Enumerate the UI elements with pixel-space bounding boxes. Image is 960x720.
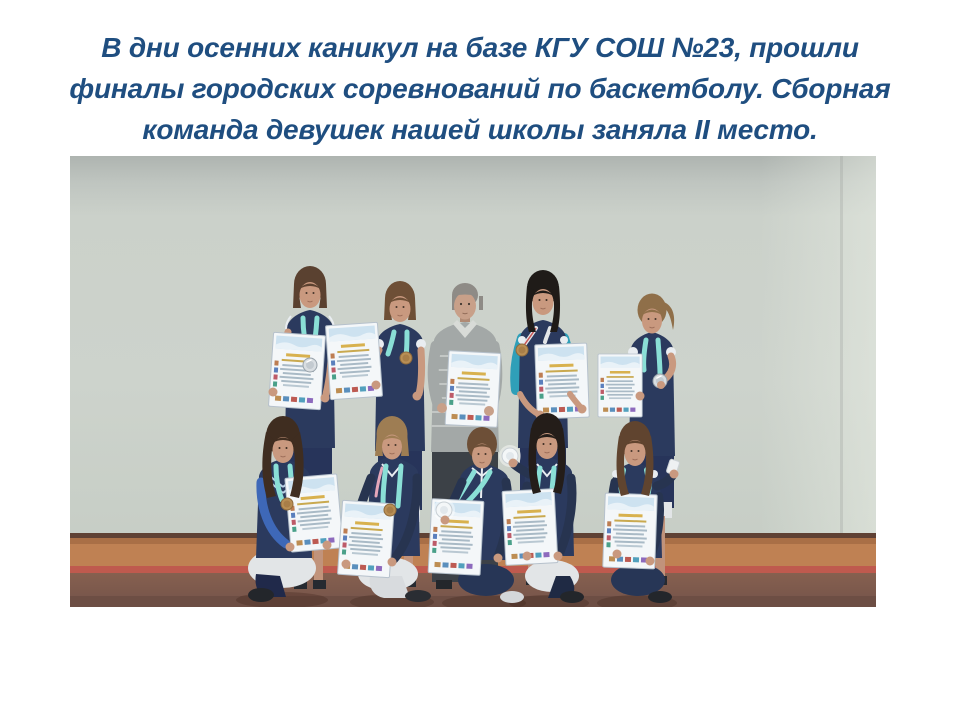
certificate-icon (598, 354, 642, 417)
slide-title (0, 27, 960, 150)
team-photo (70, 156, 876, 607)
bronze-medal-icon (281, 498, 293, 510)
bronze-medal-icon (400, 352, 412, 364)
team-photo-graphic (70, 156, 876, 607)
bronze-medal-icon (384, 504, 396, 516)
certificate-icon (445, 351, 501, 428)
certificate-icon (268, 332, 325, 409)
title-line-2: финалы городских соревнований по баскетболу. Сборная (69, 73, 891, 104)
title-line-3: команда девушек нашей школы заняла II место. (142, 114, 818, 145)
title-line-1: В дни осенних каникул на базе КГУ СОШ №23, прошли (101, 32, 859, 63)
bronze-medal-icon (516, 344, 528, 356)
silver-medal-icon (303, 358, 317, 372)
